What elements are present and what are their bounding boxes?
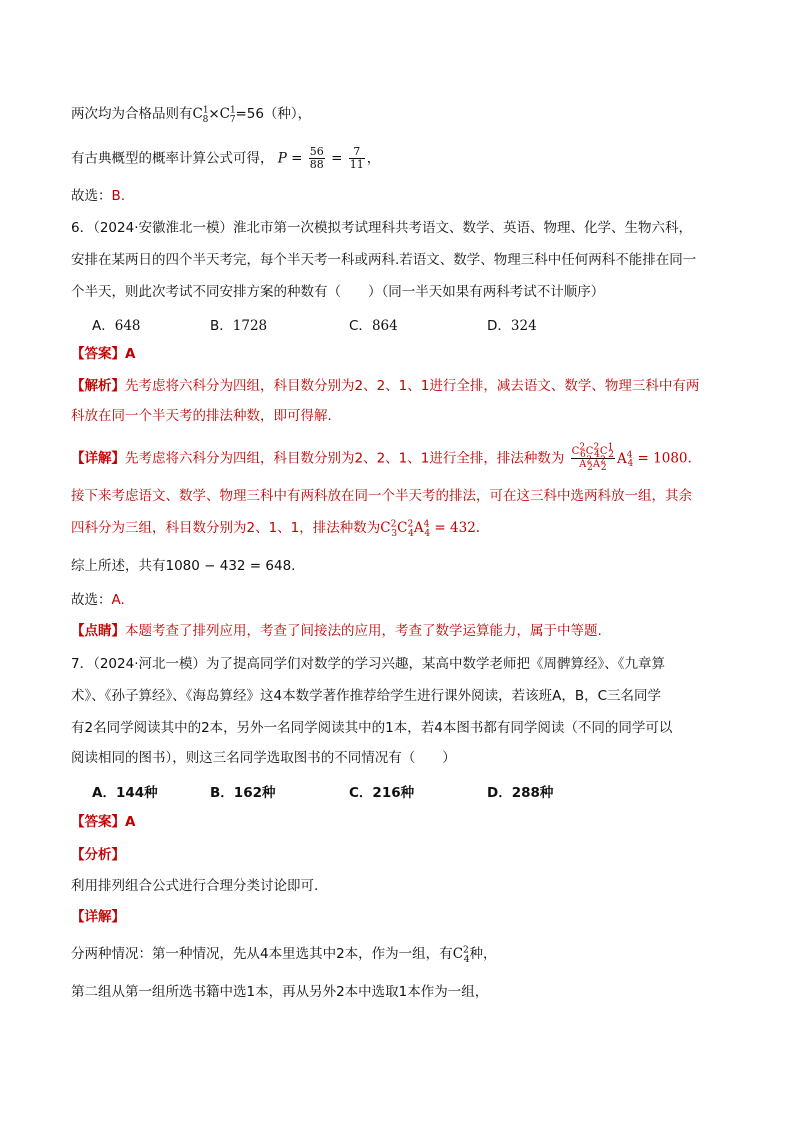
text: 综上所述，共有1080 − 432 = 648.	[71, 558, 296, 574]
combination-formula: $C^1_7$	[219, 105, 236, 125]
question-7-line-1	[71, 654, 665, 674]
detail-tag-line	[71, 907, 125, 927]
question-number: 7．（2024·河北一模）	[71, 656, 206, 672]
text: =56（种），	[235, 106, 312, 122]
detail-line-1	[71, 944, 497, 964]
text: 先考虑将六科分为四组，科目数分别为2、2、1、1进行全排，排法种数为	[125, 450, 565, 467]
formula-result: = 1080.	[633, 450, 692, 467]
answer-value: A	[125, 814, 136, 830]
comment-line	[71, 621, 602, 641]
analysis-tag-line	[71, 845, 125, 865]
summary-line	[71, 556, 295, 576]
text: 第二组从第一组所选书籍中选1本，再从另外2本中选取1本作为一组，	[71, 984, 489, 1000]
text-line	[71, 104, 311, 124]
detail-line-2	[71, 982, 488, 1002]
text: 接下来考虑语文、数学、物理三科中有两科放在同一个半天考的排法，可在这三科中选两科放一组，其余	[71, 488, 692, 504]
analysis-line-1	[71, 376, 699, 396]
text: 术》、《孙子算经》、《海岛算经》这4本数学著作推荐给学生进行课外阅读，若该班A，B，C三名同学	[71, 688, 662, 704]
question-6-line-2	[71, 250, 696, 270]
answer-line	[71, 812, 135, 832]
combination-formula: $C^1_8$	[192, 105, 209, 125]
text: 淮北市第一次模拟考试理科共考语文、数学、英语、物理、化学、生物六科，	[233, 220, 692, 236]
analysis-tag: 【分析】	[71, 847, 125, 863]
text-line	[71, 146, 380, 171]
answer-tag: 【答案】	[71, 346, 125, 362]
text: 个半天，则此次考试不同安排方案的种数有（ ）（同一半天如果有两科考试不计顺序）	[71, 284, 605, 300]
answer-value: B.	[111, 188, 126, 204]
text: ，	[366, 150, 381, 167]
choose-line	[71, 590, 125, 610]
text: 故选：	[71, 188, 112, 204]
text: 种，	[469, 946, 497, 962]
arrangement-formula: $C^2_3C^2_4A^4_4$	[380, 519, 431, 539]
option-c: C．216种	[349, 785, 415, 801]
answer-line	[71, 344, 135, 364]
option-d: D．288种	[487, 785, 554, 801]
text: 先考虑将六科分为四组，科目数分别为2、2、1、1进行全排，减去语文、数学、物理三科中有两	[125, 378, 700, 394]
detail-tag: 【详解】	[71, 450, 125, 467]
combination-formula: $C^2_4$	[452, 945, 470, 965]
text: 有古典概型的概率计算公式可得，	[71, 150, 274, 167]
text: 阅读相同的图书），则这三名同学选取图书的不同情况有（ ）	[71, 750, 456, 766]
text: 两次均为合格品则有	[71, 106, 193, 122]
probability-symbol: P	[277, 150, 287, 167]
equals-sign: =	[326, 150, 347, 167]
option-c: C．864	[349, 318, 398, 334]
answer-tag: 【答案】	[71, 814, 125, 830]
detail-line-2	[71, 486, 692, 506]
choose-line	[71, 186, 125, 206]
fraction: $\frac{7}{11}$	[349, 145, 364, 171]
question-7-line-2	[71, 686, 661, 706]
text: 故选：	[71, 592, 112, 608]
question-6-line-3	[71, 282, 604, 302]
text: 分两种情况：第一种情况，先从4本里选其中2本，作为一组，有	[71, 946, 453, 962]
question-7-line-3	[71, 718, 672, 738]
option-b: B．162种	[210, 785, 276, 801]
arrangement-fraction: $\frac{C^2_6C^2_4C^1_2}{A^2_2A^2_2}$	[571, 442, 615, 473]
question-number: 6．（2024·安徽淮北一模）	[71, 220, 233, 236]
option-b: B．1728	[210, 318, 268, 334]
analysis-tag: 【解析】	[71, 378, 125, 394]
detail-tag: 【详解】	[71, 909, 125, 925]
text: 利用排列组合公式进行合理分类讨论即可.	[71, 878, 319, 894]
text: 安排在某两日的四个半天考完，每个半天考一科或两科.若语文、数学、物理三科中任何两科不能排在同一	[71, 252, 697, 268]
text: 有2名同学阅读其中的2本，另外一名同学阅读其中的1本，若4本图书都有同学阅读（不同的同学可以	[71, 720, 673, 736]
text: 为了提高同学们对数学的学习兴趣，某高中数学老师把《周髀算经》、《九章算	[206, 656, 665, 672]
option-a: A．144种	[92, 785, 158, 801]
option-a: A．648	[92, 318, 141, 334]
detail-line-1: 【详解】先考虑将六科分为四组，科目数分别为2、2、1、1进行全排，排法种数为 $\frac{C^2_6C^2_4C^1_2}{A^2_2A^2_2}$ $A^4_4 = 1080$.	[71, 442, 692, 473]
fraction: $\frac{56}{88}$	[309, 145, 324, 171]
question-6-line-1	[71, 218, 692, 238]
detail-line-3	[71, 518, 480, 538]
option-d: D．324	[487, 318, 537, 334]
text: 科放在同一个半天考的排法种数，即可得解.	[71, 408, 332, 424]
answer-value: A	[125, 346, 136, 362]
analysis-line	[71, 876, 318, 896]
analysis-line-2	[71, 406, 332, 426]
equals-sign: =	[286, 150, 307, 167]
formula-result: = 432.	[430, 520, 481, 536]
text: 四科分为三组，科目数分别为2、1、1，排法种数为	[71, 520, 381, 536]
answer-value: A.	[111, 592, 125, 608]
comment-tag: 【点睛】	[71, 623, 125, 639]
question-7-line-4	[71, 748, 456, 768]
text: 本题考查了排列应用，考查了间接法的应用，考查了数学运算能力，属于中等题.	[125, 623, 602, 639]
times-sign: ×	[208, 106, 220, 122]
